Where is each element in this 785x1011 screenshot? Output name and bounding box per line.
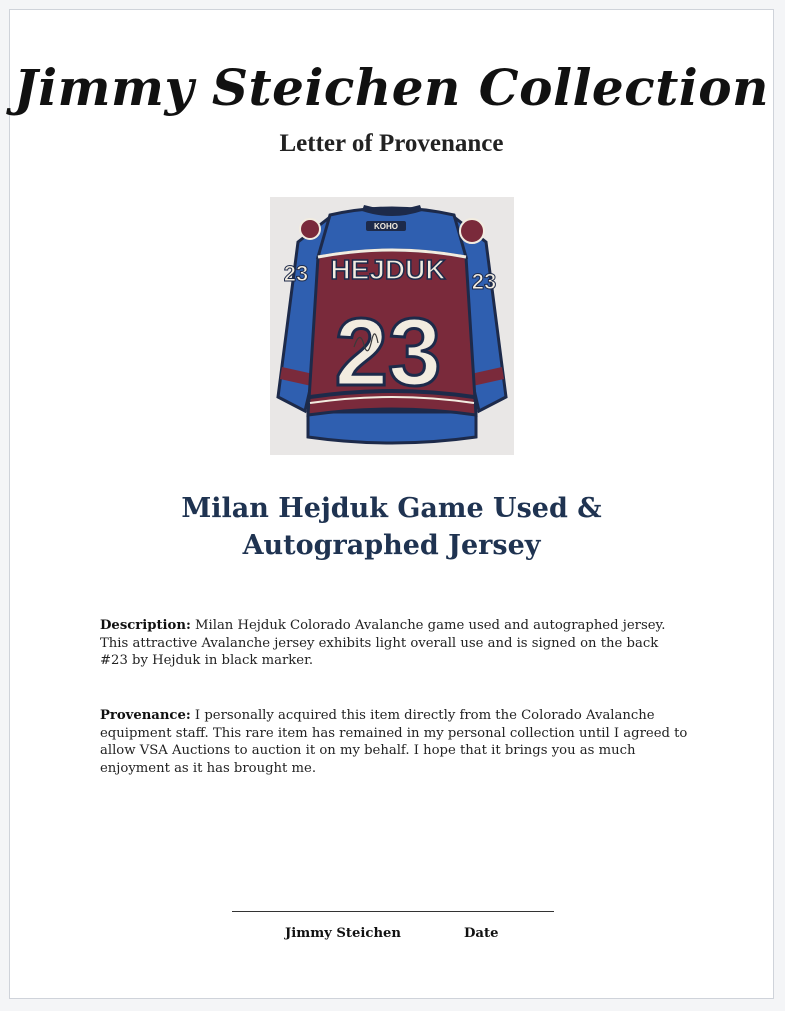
provenance-paragraph: [100, 707, 690, 777]
signature-line: [232, 911, 554, 912]
provenance-label: Provenance:: [100, 708, 191, 723]
description-paragraph: [100, 617, 690, 670]
item-title-line-2: Autographed Jersey: [242, 530, 541, 561]
jersey-brand: KOHO: [374, 222, 398, 231]
signature-date-label: Date: [464, 926, 499, 941]
jersey-sleeve-number-right: 23: [471, 269, 497, 294]
jersey-name: HEJDUK: [330, 254, 446, 285]
jersey-sleeve-number-left: 23: [283, 261, 309, 286]
jersey-photo: [270, 197, 514, 455]
collection-title: Jimmy Steichen Collection: [14, 58, 769, 117]
letter-page: [9, 9, 774, 999]
description-label: Description:: [100, 618, 191, 633]
document-subtitle: Letter of Provenance: [279, 130, 504, 157]
description-text: Milan Hejduk Colorado Avalanche game used and autographed jersey. This attractive Avalanche jersey exhibits light overall use and is signed on the back #23 by Hejduk in black marker.: [100, 618, 666, 668]
signature-name: Jimmy Steichen: [285, 926, 402, 941]
jersey-hem: [308, 412, 476, 443]
shoulder-patch-right-icon: [460, 219, 484, 243]
jersey-back-number: 23: [334, 299, 442, 406]
item-title-line-1: Milan Hejduk Game Used &: [181, 493, 602, 524]
item-title: [10, 490, 773, 564]
provenance-text: I personally acquired this item directly from the Colorado Avalanche equipment staff. This rare item has remained in my personal collection until I agreed to allow VSA Auctions to auction it on my behalf. I hope that it brings you as much enjoyment as it has brought me.: [100, 708, 688, 776]
shoulder-patch-left-icon: [300, 219, 320, 239]
